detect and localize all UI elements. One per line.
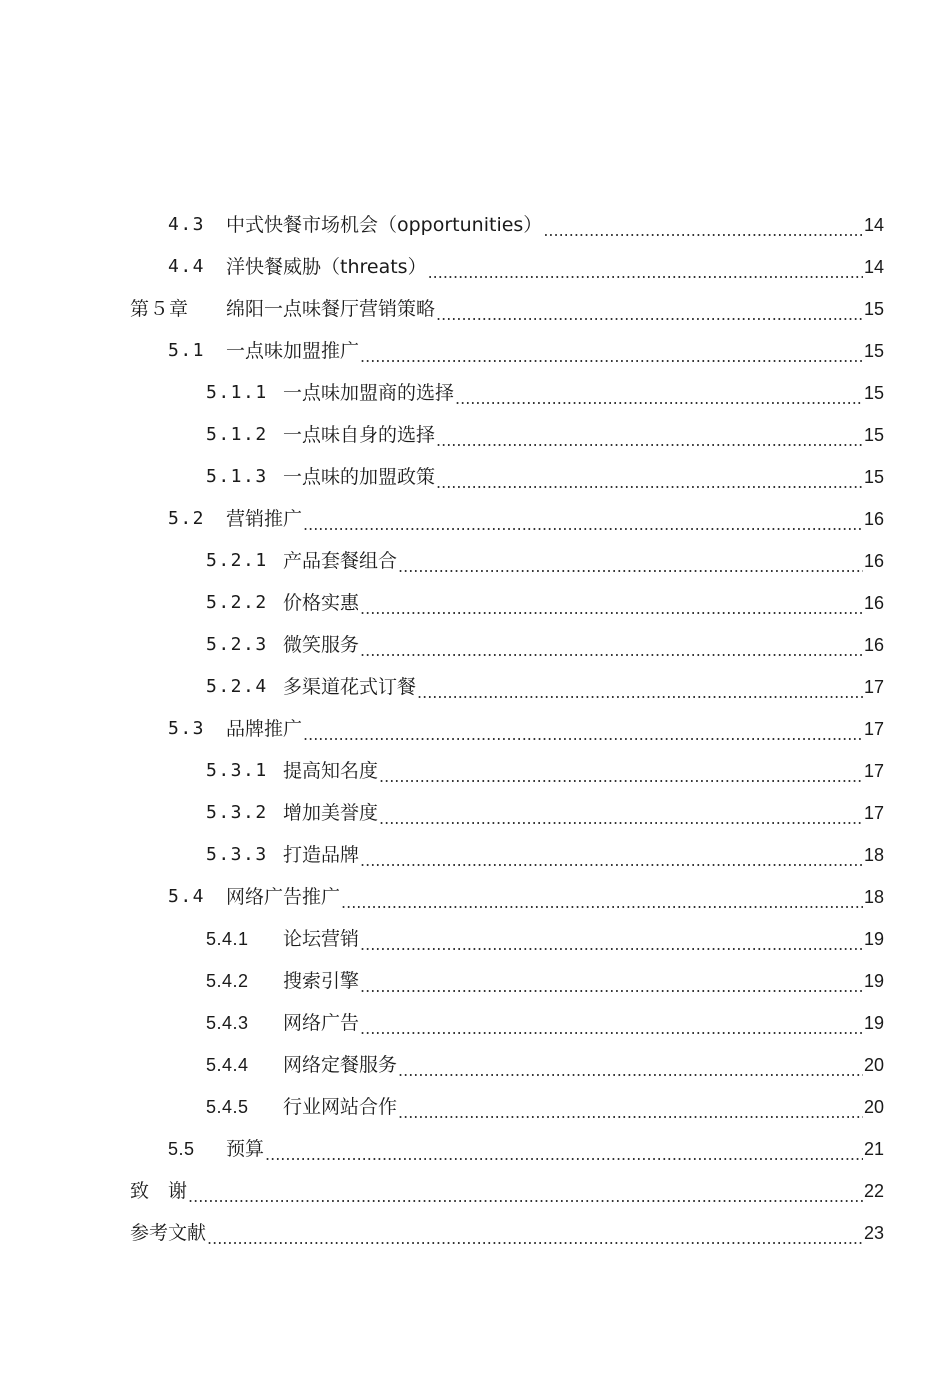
dot-leader xyxy=(360,972,863,1002)
dot-leader xyxy=(360,930,863,960)
toc-entry-5-3[interactable] xyxy=(0,708,950,750)
dot-leader xyxy=(303,510,863,540)
toc-entry-number: 第５章 xyxy=(130,298,189,320)
toc-entry-5-2-2[interactable] xyxy=(0,582,950,624)
toc-entry-number: 5.4.2 xyxy=(206,971,249,991)
toc-entry-page: 15 xyxy=(863,299,884,319)
dot-leader xyxy=(428,258,863,288)
toc-entry-title: 多渠道花式订餐 xyxy=(283,676,417,698)
toc-entry-number: 5.4 xyxy=(168,886,206,907)
toc-entry-5-4-5[interactable] xyxy=(0,1086,950,1128)
toc-entry-title: 微笑服务 xyxy=(283,634,360,656)
toc-entry-number: 5.1.3 xyxy=(206,466,268,487)
toc-entry-title: 搜索引擎 xyxy=(283,970,360,992)
toc-entry-number: 5.2 xyxy=(168,508,206,529)
dot-leader xyxy=(188,1182,863,1212)
toc-entry-number: 5.4.3 xyxy=(206,1013,249,1033)
toc-entry-5-3-1[interactable] xyxy=(0,750,950,792)
toc-entry-page: 14 xyxy=(863,215,884,235)
toc-entry-5-3-2[interactable] xyxy=(0,792,950,834)
toc-entry-title: 提高知名度 xyxy=(283,760,379,782)
dot-leader xyxy=(436,426,863,456)
dot-leader xyxy=(360,342,863,372)
dot-leader xyxy=(379,804,863,834)
toc-entry-title: 网络广告推广 xyxy=(226,886,341,908)
dot-leader xyxy=(398,1056,863,1086)
toc-entry-title: 中式快餐市场机会（opportunities） xyxy=(226,214,543,236)
toc-entry-number: 5.4.4 xyxy=(206,1055,249,1075)
toc-entry-title: 行业网站合作 xyxy=(283,1096,398,1118)
toc-entry-5-2-1[interactable] xyxy=(0,540,950,582)
toc-entry-page: 16 xyxy=(863,509,884,529)
toc-entry-title: 绵阳一点味餐厅营销策略 xyxy=(226,298,436,320)
dot-leader xyxy=(543,216,863,246)
toc-entry-page: 15 xyxy=(863,425,884,445)
toc-entry-5-1-1[interactable] xyxy=(0,372,950,414)
toc-entry-page: 15 xyxy=(863,467,884,487)
dot-leader xyxy=(398,552,863,582)
toc-entry-title: 网络定餐服务 xyxy=(283,1054,398,1076)
dot-leader xyxy=(360,594,863,624)
toc-entry-title: 产品套餐组合 xyxy=(283,550,398,572)
toc-entry-5-1-2[interactable] xyxy=(0,414,950,456)
toc-entry-title: 论坛营销 xyxy=(283,928,360,950)
toc-entry-page: 19 xyxy=(863,971,884,991)
toc-entry-number: 5.2.4 xyxy=(206,676,268,697)
toc-entry-number: 5.3.3 xyxy=(206,844,268,865)
toc-entry-title: 价格实惠 xyxy=(283,592,360,614)
toc-entry-number: 5.5 xyxy=(168,1139,195,1159)
toc-entry-number: 5.1.2 xyxy=(206,424,268,445)
toc-entry-title: 预算 xyxy=(226,1138,265,1160)
dot-leader xyxy=(436,468,863,498)
toc-entry-chapter-5[interactable] xyxy=(0,288,950,330)
toc-entry-5-2-4[interactable] xyxy=(0,666,950,708)
toc-entry-number: 5.2.1 xyxy=(206,550,268,571)
dot-leader xyxy=(341,888,863,918)
toc-entry-page: 20 xyxy=(863,1097,884,1117)
toc-entry-title: 洋快餐威胁（threats） xyxy=(226,256,427,278)
toc-entry-number: 5.3 xyxy=(168,718,206,739)
toc-entry-page: 15 xyxy=(863,341,884,361)
dot-leader xyxy=(360,846,863,876)
toc-entry-page: 15 xyxy=(863,383,884,403)
toc-entry-page: 17 xyxy=(863,677,884,697)
toc-entry-number: 5.3.2 xyxy=(206,802,268,823)
toc-entry-title: 参考文献 xyxy=(130,1222,207,1244)
toc-entry-page: 21 xyxy=(863,1139,884,1159)
toc-entry-number: 4.4 xyxy=(168,256,206,277)
toc-entry-number: 5.2.2 xyxy=(206,592,268,613)
toc-entry-title: 网络广告 xyxy=(283,1012,360,1034)
toc-entry-number: 4.3 xyxy=(168,214,206,235)
toc-entry-references[interactable] xyxy=(0,1212,950,1254)
toc-entry-title: 营销推广 xyxy=(226,508,303,530)
dot-leader xyxy=(455,384,863,414)
toc-entry-page: 16 xyxy=(863,635,884,655)
toc-entry-acknowledgements[interactable] xyxy=(0,1170,950,1212)
toc-entry-page: 22 xyxy=(863,1181,884,1201)
toc-entry-page: 17 xyxy=(863,761,884,781)
toc-entry-5-2[interactable] xyxy=(0,498,950,540)
toc-entry-page: 16 xyxy=(863,551,884,571)
toc-entry-number: 5.3.1 xyxy=(206,760,268,781)
toc-entry-5-4-2[interactable] xyxy=(0,960,950,1002)
toc-entry-title: 一点味加盟商的选择 xyxy=(283,382,455,404)
toc-entry-5-4-4[interactable] xyxy=(0,1044,950,1086)
toc-entry-number: 5.4.5 xyxy=(206,1097,249,1117)
table-of-contents xyxy=(0,204,950,1254)
toc-entry-page: 19 xyxy=(863,929,884,949)
toc-entry-5-3-3[interactable] xyxy=(0,834,950,876)
toc-entry-4-4[interactable] xyxy=(0,246,950,288)
dot-leader xyxy=(436,300,863,330)
toc-entry-5-1-3[interactable] xyxy=(0,456,950,498)
dot-leader xyxy=(303,720,863,750)
toc-entry-page: 14 xyxy=(863,257,884,277)
toc-entry-page: 19 xyxy=(863,1013,884,1033)
toc-entry-page: 17 xyxy=(863,803,884,823)
toc-entry-page: 23 xyxy=(863,1223,884,1243)
toc-entry-title: 打造品牌 xyxy=(283,844,360,866)
dot-leader xyxy=(398,1098,863,1128)
toc-entry-5-5[interactable] xyxy=(0,1128,950,1170)
toc-entry-page: 18 xyxy=(863,845,884,865)
toc-entry-number: 5.1.1 xyxy=(206,382,268,403)
dot-leader xyxy=(379,762,863,792)
toc-entry-number: 5.1 xyxy=(168,340,206,361)
toc-entry-title: 一点味自身的选择 xyxy=(283,424,436,446)
toc-entry-title: 增加美誉度 xyxy=(283,802,379,824)
toc-entry-5-4-1[interactable] xyxy=(0,918,950,960)
toc-entry-title: 致 谢 xyxy=(130,1180,188,1202)
toc-entry-title: 品牌推广 xyxy=(226,718,303,740)
dot-leader xyxy=(360,1014,863,1044)
toc-entry-5-1[interactable] xyxy=(0,330,950,372)
dot-leader xyxy=(417,678,863,708)
toc-entry-page: 20 xyxy=(863,1055,884,1075)
toc-entry-5-2-3[interactable] xyxy=(0,624,950,666)
dot-leader xyxy=(360,636,863,666)
toc-entry-4-3[interactable] xyxy=(0,204,950,246)
toc-entry-title: 一点味加盟推广 xyxy=(226,340,360,362)
toc-entry-5-4[interactable] xyxy=(0,876,950,918)
toc-entry-number: 5.2.3 xyxy=(206,634,268,655)
dot-leader xyxy=(265,1140,863,1170)
toc-entry-page: 18 xyxy=(863,887,884,907)
toc-entry-title: 一点味的加盟政策 xyxy=(283,466,436,488)
toc-entry-page: 16 xyxy=(863,593,884,613)
toc-entry-5-4-3[interactable] xyxy=(0,1002,950,1044)
dot-leader xyxy=(207,1224,863,1254)
toc-entry-page: 17 xyxy=(863,719,884,739)
toc-entry-number: 5.4.1 xyxy=(206,929,249,949)
